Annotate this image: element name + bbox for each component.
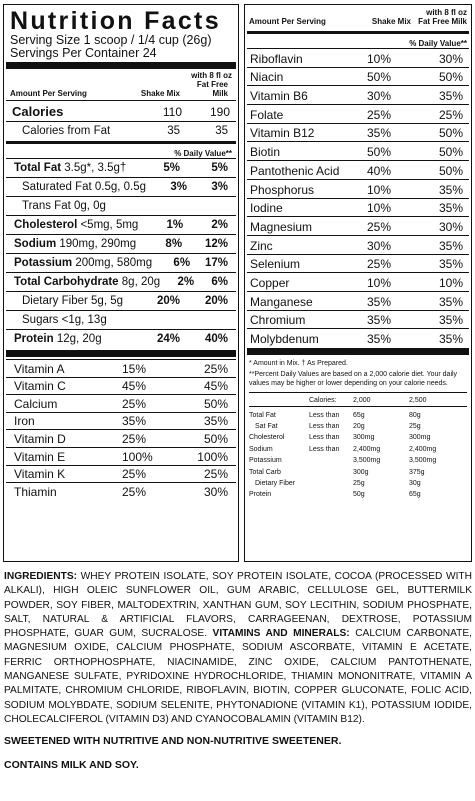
vitamin-v2: 35% — [438, 201, 463, 216]
nutrient-list — [4, 158, 238, 348]
dv-cell: Total Fat — [249, 411, 276, 419]
dv-cell: Protein — [249, 491, 272, 499]
vitamin-v1: 25% — [122, 396, 147, 411]
vitamin-v2: 35% — [438, 313, 463, 328]
vitamin-name: Vitamin C — [14, 379, 66, 394]
dv-cell: 65g — [409, 491, 421, 499]
dv-cell: Sat Fat — [255, 422, 278, 430]
vitamin-row — [247, 141, 469, 160]
vitamin-row — [6, 482, 236, 500]
nutrient-row-total-carbohydrate — [6, 272, 236, 291]
vitamin-v2: 50% — [438, 163, 463, 178]
nutrient-amount: 0.5g, 0.5g — [94, 181, 147, 193]
vitamin-v1: 35% — [122, 414, 147, 429]
vitamin-row — [6, 447, 236, 465]
amount-per-serving-label: Amount Per Serving — [10, 89, 87, 98]
nutrient-amount: 5g, 5g — [91, 295, 124, 307]
nutrient-row-cholesterol — [6, 215, 236, 234]
daily-value-header-row — [4, 145, 238, 158]
vitamin-name: Chromium — [250, 313, 306, 328]
vitamin-row — [247, 67, 469, 86]
dv-cell: Calories: — [309, 397, 337, 405]
calories-row — [4, 101, 238, 121]
col-fat-free-milk: Fat Free Milk — [196, 80, 228, 98]
vitamin-v2: 45% — [203, 379, 228, 394]
dv-cell: 50g — [353, 491, 365, 499]
vitamin-v2: 50% — [438, 145, 463, 160]
nutrient-name: Total Fat — [14, 162, 62, 174]
nutrient-row-total-fat — [6, 158, 236, 177]
column-note-row — [245, 5, 471, 17]
ingredients-block — [4, 570, 472, 727]
vitamin-v1: 45% — [122, 379, 147, 394]
footnote-amount: * Amount in Mix. † As Prepared. — [249, 360, 348, 367]
dv-cell: 300mg — [353, 434, 375, 442]
vitamin-name: Phosphorus — [250, 182, 315, 197]
dv-table-row — [249, 409, 467, 420]
column-header-row — [4, 80, 238, 100]
dv-table-row — [249, 432, 467, 443]
vitamin-v1: 25% — [367, 219, 392, 234]
calories-label: Calories — [12, 104, 64, 119]
vitamin-v1: 25% — [367, 257, 392, 272]
vitamin-row — [247, 123, 469, 142]
vitamin-name: Calcium — [14, 396, 58, 411]
vitamin-v1: 10% — [367, 275, 392, 290]
nutrient-name: Sodium — [14, 238, 57, 250]
nutrient-v2: 5% — [211, 162, 228, 174]
daily-value-reference-table — [245, 395, 471, 501]
dv-cell: 25g — [409, 422, 421, 430]
nutrient-v2: 17% — [204, 257, 228, 269]
vitamin-v2: 50% — [203, 396, 228, 411]
vitamin-v2: 35% — [203, 414, 228, 429]
dv-cell: Less than — [309, 434, 340, 442]
vitamin-v2: 50% — [438, 126, 463, 141]
nutrient-v1: 1% — [166, 219, 184, 231]
vitamin-v2: 30% — [203, 484, 228, 499]
nutrition-facts-left-panel — [3, 4, 239, 562]
dv-cell: 2,400mg — [409, 445, 437, 453]
amount-per-serving-label: Amount Per Serving — [249, 17, 326, 26]
dv-cell: Less than — [309, 422, 340, 430]
daily-value-header: % Daily Value** — [174, 149, 232, 158]
vitamin-v1: 30% — [367, 89, 392, 104]
nutrient-amount: 3.5g*, 3.5g† — [64, 162, 127, 174]
dv-cell: 300mg — [409, 434, 431, 442]
vitamin-v2: 30% — [438, 51, 463, 66]
divider — [249, 406, 467, 407]
dv-table-row — [249, 421, 467, 432]
nutrient-row-dietary-fiber — [6, 291, 236, 310]
nutrition-facts-title: Nutrition Facts — [10, 7, 221, 35]
nutrient-name: Protein — [14, 333, 54, 345]
dv-cell: Sodium — [249, 445, 273, 453]
vitamin-v1: 40% — [367, 163, 392, 178]
nutrient-row-potassium — [6, 253, 236, 272]
nutrient-v1: 2% — [177, 276, 195, 288]
dv-table-row — [249, 489, 467, 500]
nutrient-v1: 8% — [165, 238, 183, 250]
vitamin-v2: 50% — [438, 70, 463, 85]
daily-value-header-row — [245, 35, 471, 48]
footnote-daily-value: **Percent Daily Values are based on a 2,000 calorie diet. Your daily values may be higher or lower depending on your calorie needs. — [249, 371, 458, 387]
vitamin-v1: 25% — [122, 467, 147, 482]
vitamin-name: Pantothenic Acid — [250, 163, 340, 178]
nutrient-amount: <1g, 13g — [61, 314, 107, 326]
dv-cell: 30g — [409, 479, 421, 487]
vitamin-v2: 25% — [203, 361, 228, 376]
vitamin-v2: 35% — [438, 182, 463, 197]
vitamin-row — [247, 160, 469, 179]
vitamin-row — [6, 377, 236, 395]
divider-thick — [6, 350, 236, 357]
nutrient-name: Dietary Fiber — [22, 295, 88, 307]
vitamin-v1: 50% — [367, 70, 392, 85]
nutrient-amount: 12g, 20g — [56, 333, 102, 345]
vitamin-v1: 10% — [367, 51, 392, 66]
vitamin-name: Folate — [250, 107, 284, 122]
dv-cell: 300g — [353, 468, 369, 476]
calories-v1: 110 — [162, 105, 182, 119]
nutrient-name: Cholesterol — [14, 219, 78, 231]
nutrition-facts-right-panel — [244, 4, 472, 562]
dv-cell: 65g — [353, 411, 365, 419]
vitamins-minerals-label: VITAMINS AND MINERALS: — [212, 628, 350, 640]
dv-cell: 3,500mg — [353, 457, 381, 465]
dv-cell: Less than — [309, 411, 340, 419]
vitamin-v1: 35% — [367, 332, 392, 346]
nutrient-name: Potassium — [14, 257, 73, 269]
divider-thick — [247, 348, 469, 355]
nutrient-v2: 20% — [204, 295, 228, 307]
vitamin-v2: 35% — [438, 257, 463, 272]
vitamin-row — [247, 291, 469, 310]
dv-cell: Dietary Fiber — [255, 479, 296, 487]
nutrient-amount: 8g, 20g — [121, 276, 161, 288]
vitamin-v2: 25% — [438, 107, 463, 122]
vitamin-row — [247, 216, 469, 235]
vitamin-name: Molybdenum — [250, 332, 319, 346]
vitamin-v2: 35% — [438, 89, 463, 104]
dv-table-row — [249, 478, 467, 489]
vitamin-row — [247, 272, 469, 291]
dv-cell: 2,400mg — [353, 445, 381, 453]
dv-cell: Potassium — [249, 457, 282, 465]
dv-cell: Total Carb — [249, 468, 281, 476]
daily-value-header: % Daily Value** — [409, 39, 467, 48]
nutrient-name: Saturated Fat — [22, 181, 92, 193]
vitamin-name: Magnesium — [250, 219, 313, 234]
dv-table-row — [249, 466, 467, 477]
vitamin-v2: 35% — [438, 332, 463, 346]
nutrient-row-trans-fat — [6, 196, 236, 215]
nutrient-name: Trans Fat — [22, 200, 71, 212]
calories-from-fat-label: Calories from Fat — [22, 125, 111, 137]
vitamin-v1: 50% — [367, 145, 392, 160]
ingredients-text: WHEY PROTEIN ISOLATE, SOY PROTEIN ISOLATE, COCOA (PROCESSED WITH ALKALI), HIGH OLEIC SUNFLOWER OIL, GUM ARABIC, CELLULOSE GEL, BUTTERMILK POWDER, SOY FIBER, MALTODEXTRIN, XANTHAN GUM, SOY LECITHIN, SODIUM PHOSPHATE, SALT, NATURAL & ARTIFICIAL FLAVORS, CARRAGEENAN, DEXTROSE, POTASSIUM PHOSPHATE, GUAR GUM, SUCRALOSE. — [4, 571, 472, 640]
vitamin-name: Vitamin D — [14, 431, 66, 446]
vitamin-v2: 10% — [438, 275, 463, 290]
nutrient-row-sugars — [6, 310, 236, 329]
col-shake-mix: Shake Mix — [140, 89, 180, 98]
dv-cell: 25g — [353, 479, 365, 487]
vitamin-name: Copper — [250, 275, 290, 290]
vitamin-row — [6, 429, 236, 447]
nutrient-v2: 3% — [211, 181, 228, 193]
vitamin-v1: 25% — [122, 484, 147, 499]
dv-cell: 375g — [409, 468, 425, 476]
vitamin-v1: 35% — [367, 313, 392, 328]
vitamin-name: Vitamin A — [14, 361, 65, 376]
vitamin-row — [247, 328, 469, 347]
column-header-row — [245, 17, 471, 29]
nutrient-row-sodium — [6, 234, 236, 253]
nutrient-amount: 200mg, 580mg — [75, 257, 153, 269]
nutrient-name: Total Carbohydrate — [14, 276, 119, 288]
nutrient-amount: 0g, 0g — [73, 200, 106, 212]
divider-medium — [6, 141, 236, 144]
dv-cell: 3,500mg — [409, 457, 437, 465]
vitamin-row — [247, 310, 469, 329]
vitamin-name: Vitamin B12 — [250, 126, 315, 141]
column-note: with 8 fl oz — [426, 8, 467, 17]
allergen-statement: CONTAINS MILK AND SOY. — [4, 759, 139, 771]
vitamin-row — [247, 235, 469, 254]
nutrient-amount: <5mg, 5mg — [80, 219, 139, 231]
vitamin-row — [247, 198, 469, 217]
dv-cell: Cholesterol — [249, 434, 285, 442]
dv-cell: 2,500 — [409, 397, 427, 405]
vitamin-row — [6, 394, 236, 412]
vitamin-row — [247, 85, 469, 104]
vitamin-v2: 50% — [203, 431, 228, 446]
vitamin-name: Niacin — [250, 70, 284, 85]
dv-cell: Less than — [309, 445, 340, 453]
servings-per-container: Servings Per Container 24 — [10, 46, 157, 60]
nutrient-amount: 190mg, 290mg — [59, 238, 137, 250]
vitamin-v1: 10% — [367, 182, 392, 197]
vitamin-v1: 15% — [122, 361, 147, 376]
vitamin-v2: 25% — [203, 467, 228, 482]
vitamin-name: Manganese — [250, 294, 313, 309]
ingredients-label: INGREDIENTS: — [4, 571, 78, 582]
vitamin-v1: 35% — [367, 294, 392, 309]
calories-from-fat-v2: 35 — [215, 125, 228, 137]
vitamin-name: Riboflavin — [250, 51, 303, 66]
calories-v2: 190 — [209, 105, 230, 119]
column-note: with 8 fl oz — [191, 71, 232, 80]
divider-medium — [247, 31, 469, 34]
nutrient-v1: 6% — [173, 257, 191, 269]
dv-table-header — [249, 395, 467, 406]
vitamin-name: Iron — [14, 414, 35, 429]
serving-size: Serving Size 1 scoop / 1/4 cup (26g) — [10, 33, 212, 47]
nutrient-v2: 2% — [211, 219, 228, 231]
nutrient-v1: 3% — [170, 181, 188, 193]
vitamin-row — [6, 465, 236, 483]
nutrient-v2: 12% — [204, 238, 228, 250]
dv-cell: 20g — [353, 422, 365, 430]
nutrient-row-protein — [6, 329, 236, 348]
vitamin-name: Vitamin K — [14, 467, 66, 482]
calories-from-fat-row — [6, 121, 236, 140]
vitamin-name: Iodine — [250, 201, 283, 216]
sweetener-statement: SWEETENED WITH NUTRITIVE AND NON-NUTRITIVE SWEETENER. — [4, 735, 342, 747]
divider — [249, 392, 467, 393]
vitamin-v1: 25% — [367, 107, 392, 122]
dv-table-row — [249, 455, 467, 466]
nutrient-v1: 24% — [156, 333, 180, 345]
vitamin-row — [247, 48, 469, 67]
vitamin-row — [247, 254, 469, 273]
col-fat-free-milk: Fat Free Milk — [418, 17, 467, 26]
vitamin-name: Vitamin E — [14, 449, 66, 464]
right-vitamin-list — [245, 48, 471, 347]
vitamin-v1: 100% — [122, 449, 153, 464]
vitamin-v2: 30% — [438, 219, 463, 234]
nutrient-row-saturated-fat — [6, 177, 236, 196]
vitamin-row — [6, 412, 236, 430]
column-note-row — [4, 71, 238, 80]
vitamin-v2: 100% — [197, 449, 228, 464]
vitamin-row — [247, 179, 469, 198]
nutrient-name: Sugars — [22, 314, 59, 326]
vitamin-name: Thiamin — [14, 484, 57, 499]
vitamin-v2: 35% — [438, 238, 463, 253]
dv-cell: 2,000 — [353, 397, 371, 405]
nutrient-v1: 20% — [156, 295, 180, 307]
vitamins-minerals-text: CALCIUM CARBONATE, MAGNESIUM OXIDE, CALCIUM PHOSPHATE, SODIUM ASCORBATE, VITAMIN E ACETATE, FERRIC ORTHOPHOSPHATE, NIACINAMIDE, ZINC OXIDE, CALCIUM PANTOTHENATE, MANGANESE SULFATE, PYRIDOXINE HYDROCHLORIDE, THIAMIN MONONITRATE, VITAMIN A PALMITATE, CHROMIUM CHLORIDE, RIBOFLAVIN, BIOTIN, COPPER GLUCONATE, FOLIC ACID, SODIUM MOLYBDATE, SODIUM SELENITE, PHYTONADIONE (VITAMIN K1), POTASSIUM IODIDE, CHOLECALCIFEROL (VITAMIN D3) AND CYANOCOBALAMIN (VITAMIN B12). — [4, 628, 472, 725]
vitamin-name: Biotin — [250, 145, 281, 160]
dv-cell: 80g — [409, 411, 421, 419]
vitamin-v1: 30% — [367, 238, 392, 253]
nutrient-v1: 5% — [163, 162, 180, 174]
vitamin-name: Vitamin B6 — [250, 89, 308, 104]
nutrient-v2: 40% — [204, 333, 228, 345]
vitamin-name: Zinc — [250, 238, 273, 253]
vitamin-row — [247, 104, 469, 123]
vitamin-v2: 35% — [438, 294, 463, 309]
calories-from-fat-v1: 35 — [167, 125, 180, 137]
divider-thick — [6, 62, 236, 69]
dv-table-row — [249, 444, 467, 455]
col-shake-mix: Shake Mix — [371, 17, 411, 26]
nutrient-v2: 6% — [211, 276, 228, 288]
vitamin-name: Selenium — [250, 257, 301, 272]
vitamin-v1: 10% — [367, 201, 392, 216]
vitamin-v1: 35% — [367, 126, 392, 141]
vitamin-row — [6, 359, 236, 377]
left-vitamin-list — [4, 359, 238, 500]
vitamin-v1: 25% — [122, 431, 147, 446]
